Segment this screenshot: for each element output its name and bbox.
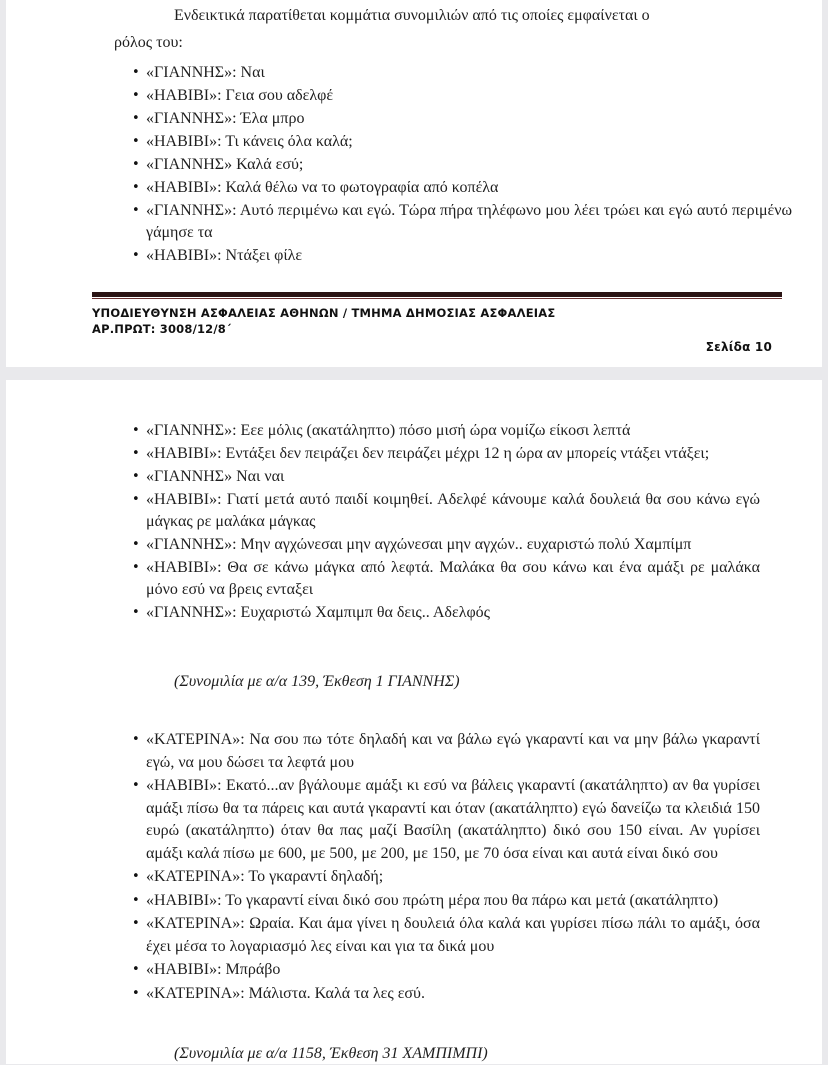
dialogue-line: • «ΗΑΒΙΒΙ»: Μπράβο	[132, 959, 760, 982]
intro-paragraph	[114, 2, 786, 56]
dialogue-line: • «ΚΑΤΕΡΙΝΑ»: Να σου πω τότε δηλαδή και να βάλω εγώ γκαραντί και να μην βάλω γκαραντί εγώ, να μου δώσει τα λεφτά μου	[132, 729, 760, 774]
dialogue-line: • «ΗΑΒΙΒΙ»: Θα σε κάνω μάγκα από λεφτά. Μαλάκα θα σου κάνω και ένα αμάξι ρε μαλάκα μόνο εσύ να βρεις ενταξει	[132, 557, 760, 601]
dialogue-line: • «ΓΙΑΝΝΗΣ»: Ναι	[132, 62, 792, 84]
dialogue-line: • «ΓΙΑΝΝΗΣ»: Έλα μπρο	[132, 108, 792, 130]
intro-line-2: ρόλος του:	[114, 34, 183, 51]
dialogue-line: • «ΗΑΒΙΒΙ»: Το γκαραντί είναι δικό σου πρώτη μέρα που θα πάρω και μετά (ακατάληπτο)	[132, 890, 760, 913]
document-page-top	[6, 0, 822, 367]
dialogue-line: • «ΗΑΒΙΒΙ»: Ντάξει φίλε	[132, 245, 792, 267]
dialogue-list-2	[132, 729, 760, 1006]
footer-department: ΥΠΟΔΙΕΥΘΥΝΣΗ ΑΣΦΑΛΕΙΑΣ ΑΘΗΝΩΝ / ΤΜΗΜΑ ΔΗΜΟΣΙΑΣ ΑΣΦΑΛΕΙΑΣ	[92, 306, 556, 320]
citation-1: (Συνομιλία με α/α 139, Έκθεση 1 ΓΙΑΝΝΗΣ)	[174, 673, 460, 690]
footer-divider-thin	[92, 298, 782, 299]
footer-divider	[92, 292, 782, 297]
dialogue-line: • «ΓΙΑΝΝΗΣ» Ναι ναι	[132, 466, 760, 488]
dialogue-line: • «ΗΑΒΙΒΙ»: Γιατί μετά αυτό παιδί κοιμηθεί. Αδελφέ κάνουμε καλά δουλειά θα σου κάνω εγώ μάγκας ρε μαλάκα μάγκας	[132, 489, 760, 533]
dialogue-line: • «ΗΑΒΙΒΙ»: Εντάξει δεν πειράζει δεν πειράζει μέχρι 12 η ώρα αν μπορείς ντάξει ντάξει;	[132, 443, 760, 465]
dialogue-line: • «ΓΙΑΝΝΗΣ» Καλά εσύ;	[132, 154, 792, 176]
dialogue-line: • «ΗΑΒΙΒΙ»: Καλά θέλω να το φωτογραφία από κοπέλα	[132, 177, 792, 199]
dialogue-line: • «ΓΙΑΝΝΗΣ»: Αυτό περιμένω και εγώ. Τώρα πήρα τηλέφωνο μου λέει τρώει και εγώ αυτό περιμένω γάμησε τα	[132, 200, 792, 244]
footer-protocol-number: ΑΡ.ΠΡΩΤ: 3008/12/8΄	[92, 322, 232, 336]
dialogue-line: • «ΓΙΑΝΝΗΣ»: Εεε μόλις (ακατάληπτο) πόσο μισή ώρα νομίζω είκοσι λεπτά	[132, 420, 760, 442]
dialogue-line: • «ΗΑΒΙΒΙ»: Τι κάνεις όλα καλά;	[132, 131, 792, 153]
dialogue-line: • «ΓΙΑΝΝΗΣ»: Ευχαριστώ Χαμπιμπ θα δεις.. Αδελφός	[132, 602, 760, 624]
dialogue-line: • «ΓΙΑΝΝΗΣ»: Μην αγχώνεσαι μην αγχώνεσαι μην αγχών.. ευχαριστώ πολύ Χαμπίμπ	[132, 534, 760, 556]
citation-2: (Συνομιλία με α/α 1158, Έκθεση 31 ΧΑΜΠΙΜΠΙ)	[174, 1045, 488, 1062]
dialogue-line: • «ΚΑΤΕΡΙΝΑ»: Μάλιστα. Καλά τα λες εσύ.	[132, 983, 760, 1006]
dialogue-line: • «ΗΑΒΙΒΙ»: Γεια σου αδελφέ	[132, 85, 792, 107]
intro-line-1: Ενδεικτικά παρατίθεται κομμάτια συνομιλιών από τις οποίες εμφαίνεται ο	[174, 7, 650, 24]
document-page-bottom	[6, 380, 822, 1064]
dialogue-line: • «ΗΑΒΙΒΙ»: Εκατό...αν βγάλουμε αμάξι κι εσύ να βάλεις γκαραντί (ακατάληπτο) αν θα γυρίσει αμάξι πίσω θα τα πάρεις και αυτά γκαραντί και όταν (ακατάληπτο) εγώ δανείζω τα κλειδιά 150 ευρώ (ακατάληπτο) όταν θα πας μαζί Βασίλη (ακατάληπτο) δικό σου 150 είναι. Αν γυρίσει αμάξι καλά πίσω με 600, με 500, με 200, με 150, με 70 όσα είναι και αυτά είναι δικό σου	[132, 775, 760, 865]
dialogue-line: • «ΚΑΤΕΡΙΝΑ»: Ωραία. Και άμα γίνει η δουλειά όλα καλά και γυρίσει πίσω πάλι το αμάξι, όσα έχει μέσα το λογαριασμό λες είναι και για τα δικά μου	[132, 913, 760, 958]
dialogue-list-1	[132, 420, 760, 625]
dialogue-list-top	[132, 62, 792, 268]
dialogue-line: • «ΚΑΤΕΡΙΝΑ»: Το γκαραντί δηλαδή;	[132, 866, 760, 889]
page-number: Σελίδα 10	[705, 340, 772, 354]
